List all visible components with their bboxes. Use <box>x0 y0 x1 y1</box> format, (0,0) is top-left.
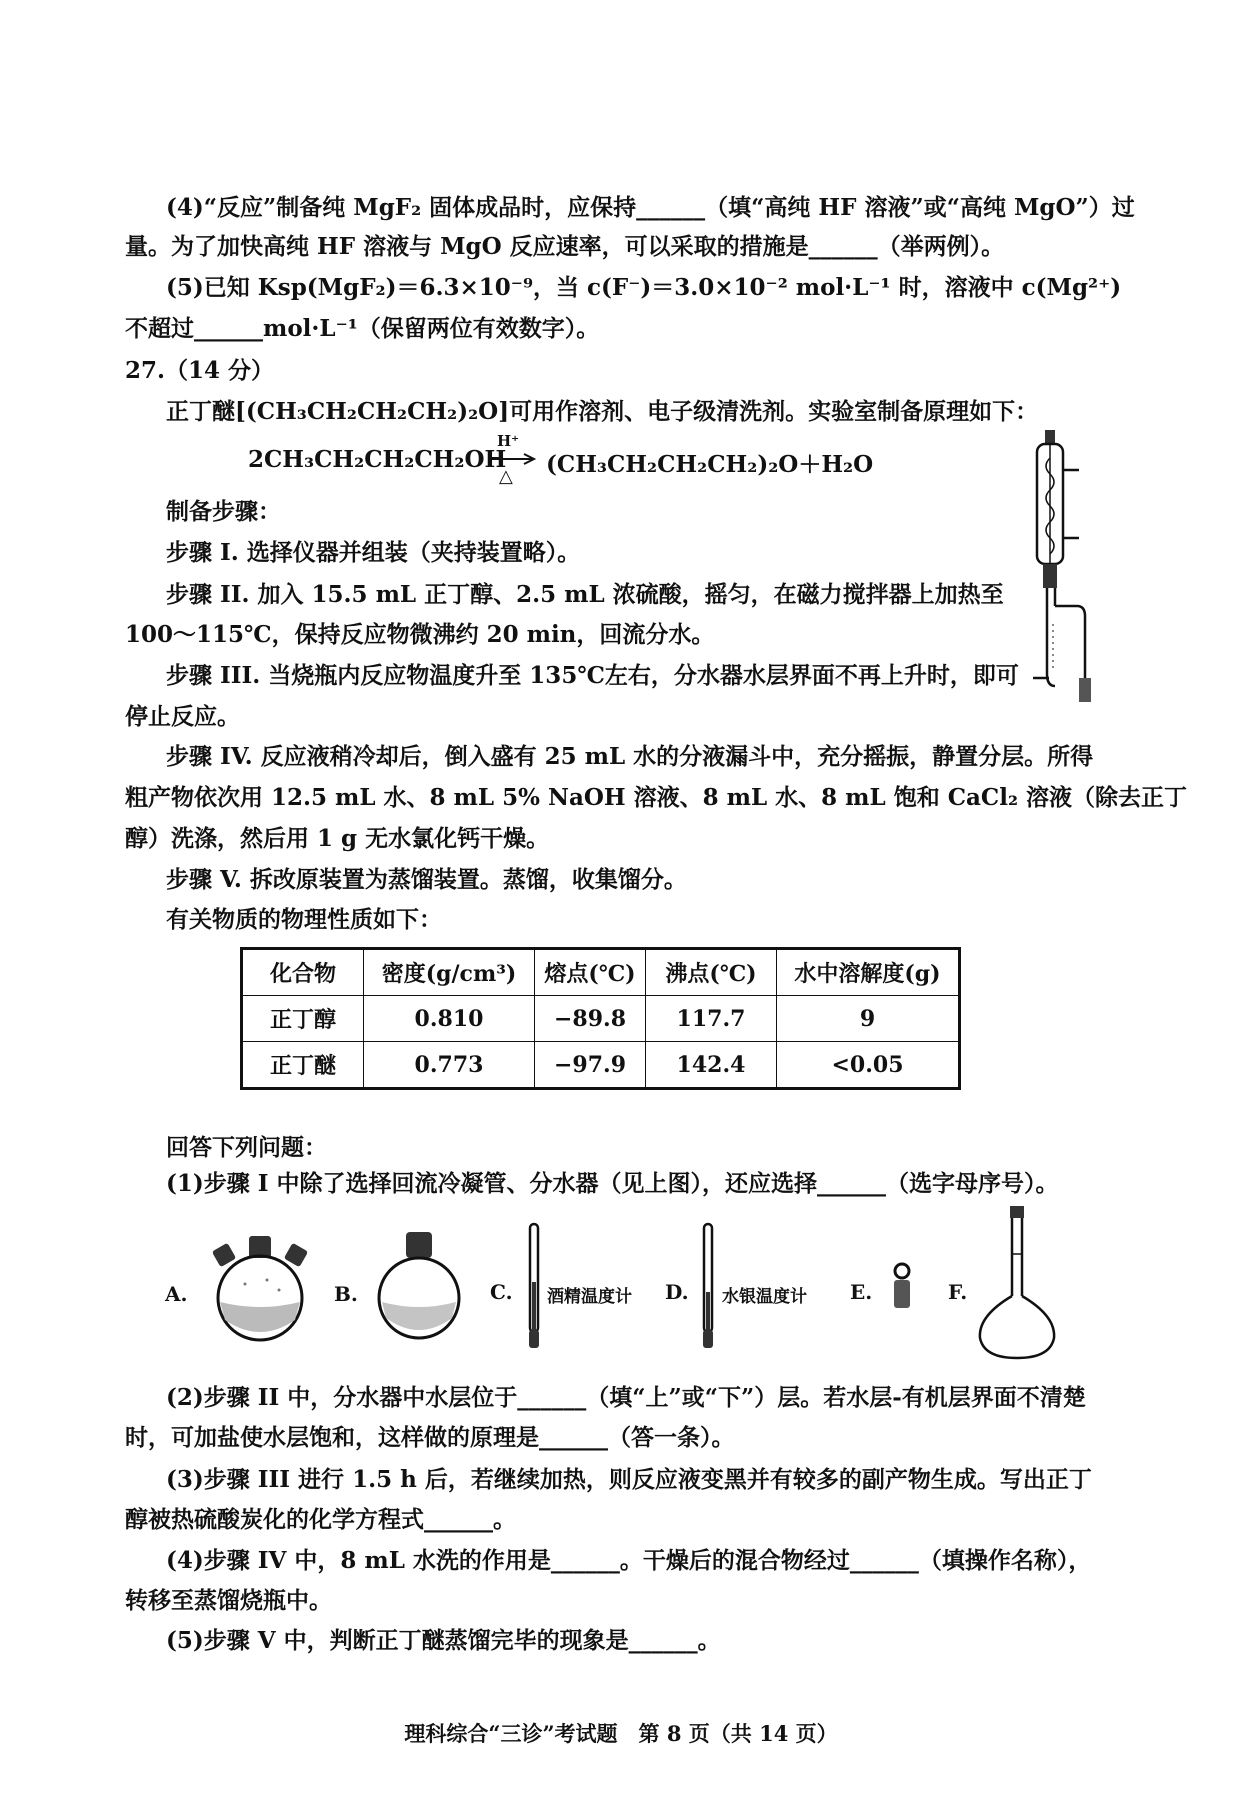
q27-heading: 27.（14 分） <box>125 357 275 384</box>
equation-product: (CH₃CH₂CH₂CH₂)₂O＋H₂O <box>546 451 874 478</box>
table-header-cell: 密度(g/cm³) <box>364 949 535 996</box>
step-2-line1: 步骤 II. 加入 15.5 mL 正丁醇、2.5 mL 浓硫酸，摇匀，在磁力搅拌器上加热至 <box>166 581 1004 608</box>
equation-reactant: 2CH₃CH₂CH₂CH₂OH <box>248 446 507 473</box>
option-f-label: F. <box>948 1280 968 1304</box>
questions-heading: 回答下列问题： <box>166 1134 327 1161</box>
equation-catalyst: H⁺ <box>497 432 520 450</box>
table-cell: 142.4 <box>646 1042 777 1089</box>
table-caption: 有关物质的物理性质如下： <box>166 906 442 933</box>
option-c-text: 酒精温度计 <box>547 1287 632 1307</box>
thermometer-d-icon <box>698 1222 718 1352</box>
stopper-icon <box>888 1262 916 1312</box>
question-1: (1)步骤 I 中除了选择回流冷凝管、分水器（见上图），还应选择______（选字母序号）。 <box>166 1170 1059 1197</box>
step-4-line2: 粗产物依次用 12.5 mL 水、8 mL 5% NaOH 溶液、8 mL 水、8 mL 饱和 CaCl₂ 溶液（除去正丁 <box>125 784 1188 811</box>
step-4-line3: 醇）洗涤，然后用 1 g 无水氯化钙干燥。 <box>125 825 550 852</box>
table-cell: 正丁醇 <box>242 996 364 1042</box>
table-row <box>242 1042 960 1089</box>
volumetric-flask-icon <box>972 1204 1062 1364</box>
steps-heading: 制备步骤： <box>166 498 281 525</box>
step-1: 步骤 I. 选择仪器并组装（夹持装置略）。 <box>166 539 581 566</box>
option-d-text: 水银温度计 <box>722 1287 807 1307</box>
option-b-label: B. <box>334 1282 358 1306</box>
table-cell: 0.773 <box>364 1042 535 1089</box>
table-cell: <0.05 <box>777 1042 960 1089</box>
option-c-label: C. <box>490 1280 513 1304</box>
question-4-line2: 转移至蒸馏烧瓶中。 <box>125 1587 332 1614</box>
step-4-line1: 步骤 IV. 反应液稍冷却后，倒入盛有 25 mL 水的分液漏斗中，充分摇振，静置分层。所得 <box>166 743 1094 770</box>
question-4-line1: (4)步骤 IV 中，8 mL 水洗的作用是______。干燥后的混合物经过______（填操作名称）， <box>166 1547 1092 1574</box>
step-2-line2: 100～115℃，保持反应物微沸约 20 min，回流分水。 <box>125 621 715 648</box>
table-header-cell: 水中溶解度(g) <box>777 949 960 996</box>
table-row <box>242 996 960 1042</box>
option-a-label: A. <box>165 1282 188 1306</box>
q26-part5-line2: 不超过______mol·L⁻¹（保留两位有效数字）。 <box>125 315 600 342</box>
step-5: 步骤 V. 拆改原装置为蒸馏装置。蒸馏，收集馏分。 <box>166 866 687 893</box>
table-cell: 正丁醚 <box>242 1042 364 1089</box>
option-d-label: D. <box>665 1280 689 1304</box>
q27-intro: 正丁醚[(CH₃CH₂CH₂CH₂)₂O]可用作溶剂、电子级清洗剂。实验室制备原理如下： <box>166 398 1039 425</box>
question-3-line2: 醇被热硫酸炭化的化学方程式______。 <box>125 1506 516 1533</box>
properties-table <box>240 947 961 1090</box>
condenser-separator-diagram <box>1015 428 1095 708</box>
equation-condition: △ <box>499 466 513 487</box>
table-header-cell: 化合物 <box>242 949 364 996</box>
question-5: (5)步骤 V 中，判断正丁醚蒸馏完毕的现象是______。 <box>166 1627 721 1654</box>
reaction-arrow <box>488 452 538 466</box>
table-cell: 117.7 <box>646 996 777 1042</box>
table-header-row <box>242 949 960 996</box>
table-cell: 9 <box>777 996 960 1042</box>
thermometer-c-icon <box>524 1222 544 1352</box>
table-cell: −97.9 <box>535 1042 646 1089</box>
q26-part4-line2: 量。为了加快高纯 HF 溶液与 MgO 反应速率，可以采取的措施是______（举两例）。 <box>125 233 1005 260</box>
question-2-line1: (2)步骤 II 中，分水器中水层位于______（填“上”或“下”）层。若水层-有机层界面不清楚 <box>166 1384 1086 1411</box>
table-header-cell: 沸点(℃) <box>646 949 777 996</box>
step-3-line2: 停止反应。 <box>125 703 240 730</box>
option-e-label: E. <box>850 1280 873 1304</box>
step-3-line1: 步骤 III. 当烧瓶内反应物温度升至 135℃左右，分水器水层界面不再上升时，即可 <box>166 662 1019 689</box>
page-footer: 理科综合“三诊”考试题 第 8 页（共 14 页） <box>404 1721 838 1746</box>
table-header-cell: 熔点(℃) <box>535 949 646 996</box>
table-cell: 0.810 <box>364 996 535 1042</box>
table-cell: −89.8 <box>535 996 646 1042</box>
q26-part5-line1: (5)已知 Ksp(MgF₂)＝6.3×10⁻⁹，当 c(F⁻)＝3.0×10⁻² mol·L⁻¹ 时，溶液中 c(Mg²⁺) <box>166 274 1122 301</box>
three-neck-flask-icon <box>205 1232 315 1342</box>
round-bottom-flask-icon <box>370 1230 470 1342</box>
question-2-line2: 时，可加盐使水层饱和，这样做的原理是______（答一条）。 <box>125 1424 735 1451</box>
q26-part4-line1: (4)“反应”制备纯 MgF₂ 固体成品时，应保持______（填“高纯 HF 溶液”或“高纯 MgO”）过 <box>166 194 1135 221</box>
question-3-line1: (3)步骤 III 进行 1.5 h 后，若继续加热，则反应液变黑并有较多的副产物生成。写出正丁 <box>166 1466 1092 1493</box>
